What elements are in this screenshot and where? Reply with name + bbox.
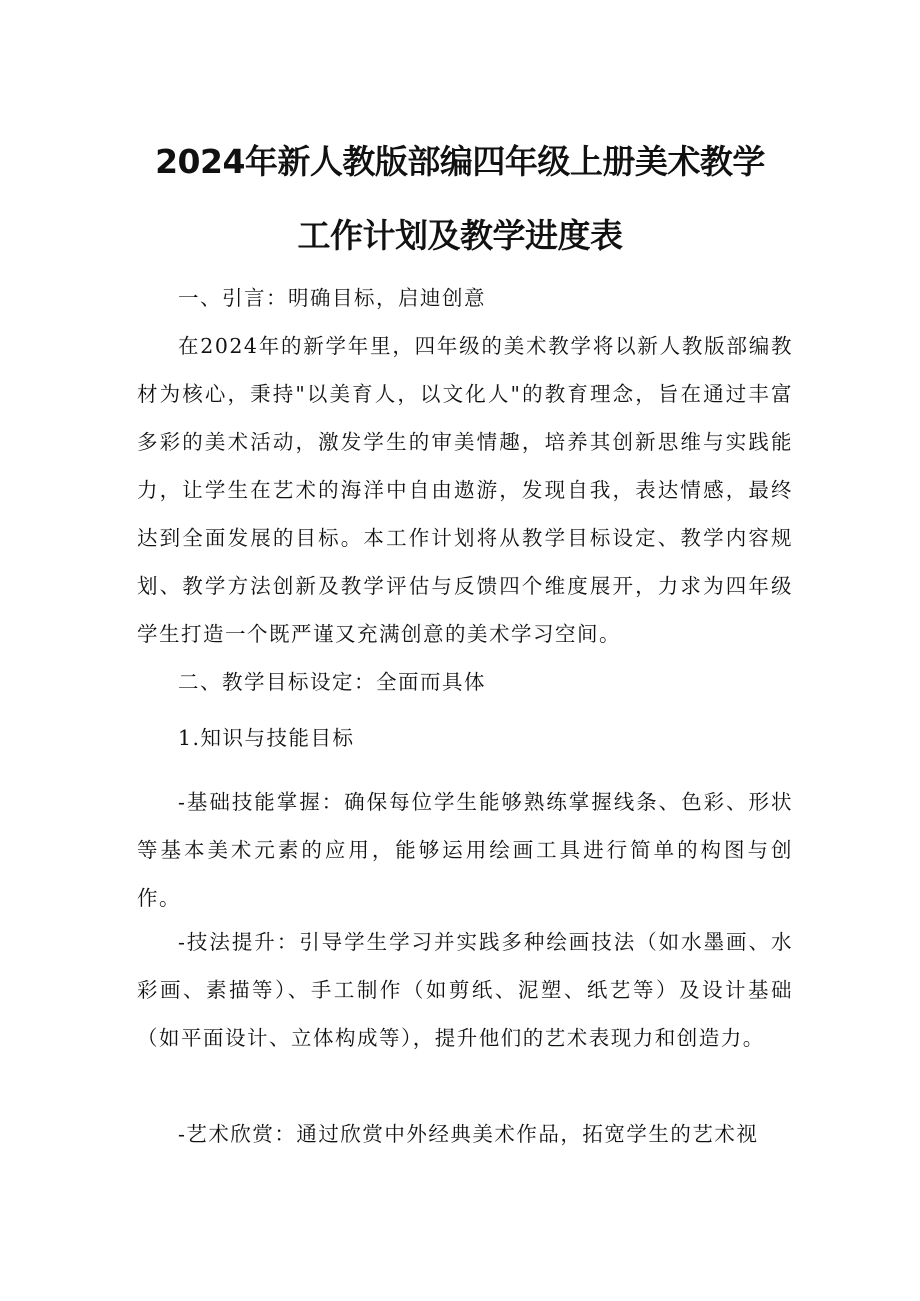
intro-paragraph: 在2024年的新学年里，四年级的美术教学将以新人教版部编教材为核心，秉持"以美育人，以文化人"的教育理念，旨在通过丰富多彩的美术活动，激发学生的审美情趣，培养其创新思维与实践能力，让学生在艺术的海洋中自由遨游，发现自我，表达情感，最终达到全面发展的目标。本工作计划将从教学目标设定、教学内容规划、教学方法创新及教学评估与反馈四个维度展开，力求为四年级学生打造一个既严谨又充满创意的美术学习空间。 (137, 334, 793, 646)
subsection-heading-knowledge-skills: 1.知识与技能目标 (178, 726, 355, 750)
section-heading-teaching-goals: 二、教学目标设定：全面而具体 (178, 670, 486, 694)
bullet-basic-skills: -基础技能掌握：确保每位学生能够熟练掌握线条、色彩、形状等基本美术元素的应用，能够运用绘画工具进行简单的构图与创作。 (137, 790, 793, 910)
bullet-technique-improvement: -技法提升：引导学生学习并实践多种绘画技法（如水墨画、水彩画、素描等）、手工制作（如剪纸、泥塑、纸艺等）及设计基础（如平面设计、立体构成等），提升他们的艺术表现力和创造力。 (137, 930, 793, 1050)
document-title-line-1: 2024年新人教版部编四年级上册美术教学 (155, 142, 765, 181)
section-heading-introduction: 一、引言：明确目标，启迪创意 (178, 286, 486, 310)
document-title-line-2: 工作计划及教学进度表 (297, 216, 623, 255)
bullet-art-appreciation: -艺术欣赏：通过欣赏中外经典美术作品，拓宽学生的艺术视 (178, 1122, 759, 1146)
